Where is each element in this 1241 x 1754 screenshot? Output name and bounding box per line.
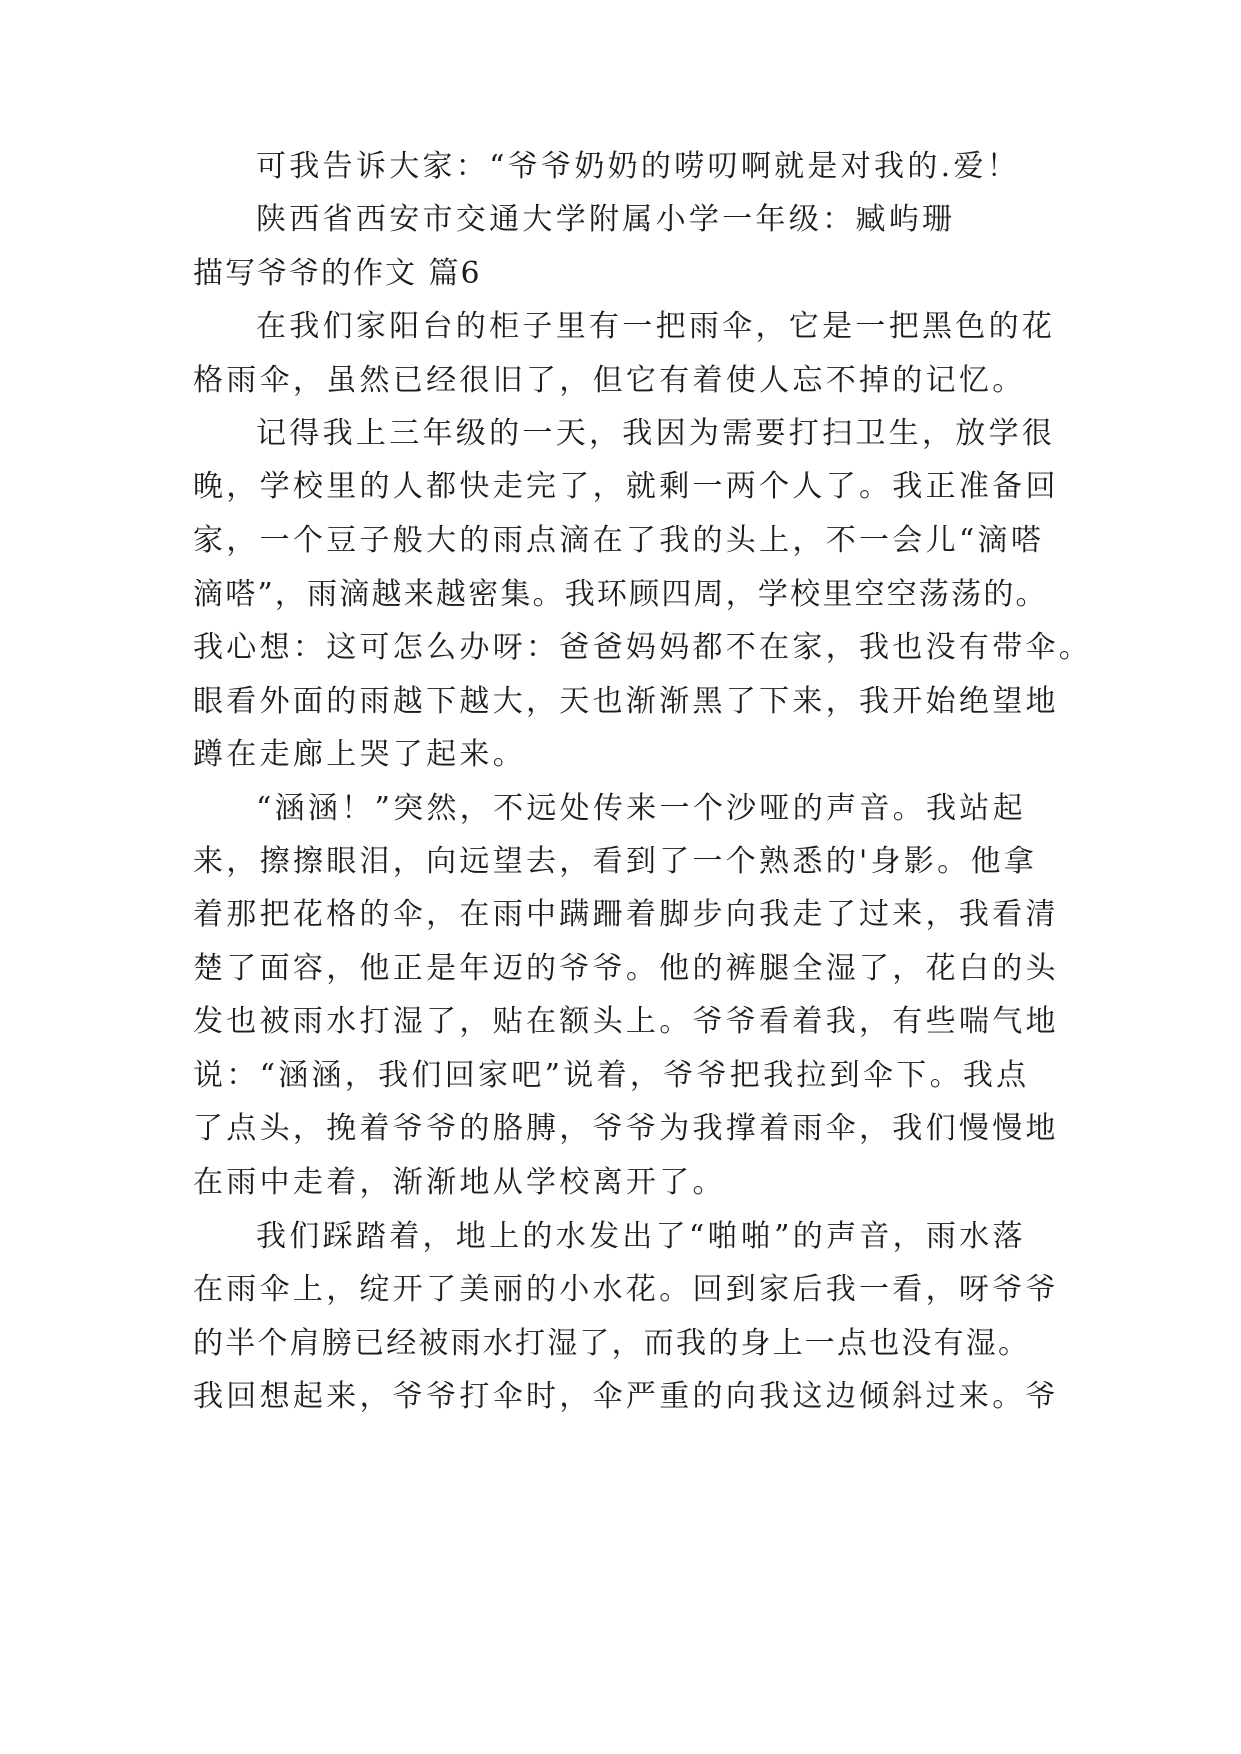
text-line: 了点头，挽着爷爷的胳膊，爷爷为我撑着雨伞，我们慢慢地 [193, 1111, 1059, 1146]
text-line: 在雨伞上，绽开了美丽的小水花。回到家后我一看，呀爷爷 [193, 1272, 1059, 1307]
text-line: 格雨伞，虽然已经很旧了，但它有着使人忘不掉的记忆。 [193, 363, 1026, 398]
text-line: 家，一个豆子般大的雨点滴在了我的头上，不一会儿“滴嗒 [193, 523, 1045, 558]
text-line: 在我们家阳台的柜子里有一把雨伞，它是一把黑色的花 [256, 309, 1056, 344]
text-line: “涵涵！”突然，不远处传来一个沙哑的声音。我站起 [256, 791, 1026, 826]
text-line: 楚了面容，他正是年迈的爷爷。他的裤腿全湿了，花白的头 [193, 951, 1059, 986]
text-line: 蹲在走廊上哭了起来。 [193, 737, 526, 772]
text-line: 的半个肩膀已经被雨水打湿了，而我的身上一点也没有湿。 [193, 1326, 1031, 1361]
text-line: 着那把花格的伞，在雨中蹒跚着脚步向我走了过来，我看清 [193, 897, 1059, 932]
text-line: 来，擦擦眼泪，向远望去，看到了一个熟悉的'身影。他拿 [193, 844, 1038, 879]
text-line: 眼看外面的雨越下越大，天也渐渐黑了下来，我开始绝望地 [193, 684, 1059, 719]
text-line: 发也被雨水打湿了，贴在额头上。爷爷看着我，有些喘气地 [193, 1004, 1059, 1039]
text-line: 陕西省西安市交通大学附属小学一年级：臧屿珊 [256, 202, 956, 237]
text-line: 我们踩踏着，地上的水发出了“啪啪”的声音，雨水落 [256, 1219, 1026, 1254]
text-line: 我回想起来，爷爷打伞时，伞严重的向我这边倾斜过来。爷 [193, 1379, 1059, 1414]
text-line: 我心想：这可怎么办呀：爸爸妈妈都不在家，我也没有带伞。 [193, 630, 1093, 665]
text-line: 可我告诉大家：“爷爷奶奶的唠叨啊就是对我的.爱！ [256, 149, 1021, 184]
text-line: 晚，学校里的人都快走完了，就剩一两个人了。我正准备回 [193, 469, 1059, 504]
text-line: 记得我上三年级的一天，我因为需要打扫卫生，放学很 [256, 416, 1056, 451]
text-line: 滴嗒”，雨滴越来越密集。我环顾四周，学校里空空荡荡的。 [193, 577, 1048, 612]
text-line: 在雨中走着，渐渐地从学校离开了。 [193, 1165, 726, 1200]
section-heading: 描写爷爷的作文 篇6 [193, 256, 482, 291]
text-line: 说：“涵涵，我们回家吧”说着，爷爷把我拉到伞下。我点 [193, 1058, 1030, 1093]
